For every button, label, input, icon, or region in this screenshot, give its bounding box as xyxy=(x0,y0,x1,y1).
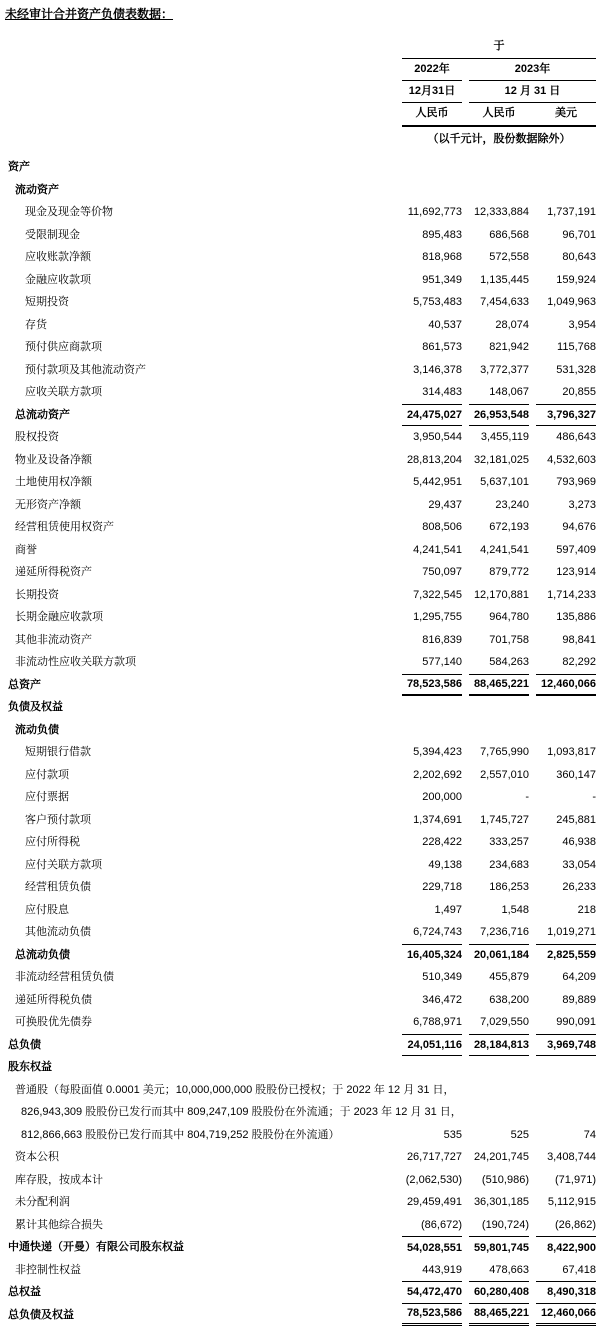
value-2023-usd: 12,460,066 xyxy=(536,674,596,697)
value-2022: 5,753,483 xyxy=(413,296,462,309)
header-date-2022: 12月31日 xyxy=(402,81,462,103)
value-2023-usd: 82,292 xyxy=(562,656,596,669)
table-row xyxy=(0,1124,596,1147)
table-row xyxy=(0,741,596,764)
header-year-row xyxy=(402,59,596,81)
value-2023-rmb: 88,465,221 xyxy=(469,1304,529,1326)
table-row xyxy=(0,989,596,1012)
units-note: （以千元计，股份数据除外） xyxy=(427,133,571,145)
value-2023-rmb: 36,301,185 xyxy=(473,1196,529,1209)
row-label: 累计其他综合损失 xyxy=(15,1218,103,1231)
value-2023-rmb: 4,241,541 xyxy=(480,543,529,556)
value-2022: 11,692,773 xyxy=(407,206,462,219)
value-2023-usd: 3,796,327 xyxy=(536,404,596,427)
row-label: 总负债及权益 xyxy=(8,1308,74,1321)
document-title: 未经审计合并资产负债表数据： xyxy=(5,7,174,21)
value-2023-usd: (26,862) xyxy=(555,1218,596,1231)
value-2023-usd: 3,969,748 xyxy=(536,1034,596,1057)
row-label: 中通快递（开曼）有限公司股东权益 xyxy=(8,1241,184,1253)
row-label: 未分配利润 xyxy=(15,1196,70,1208)
row-label: 商誉 xyxy=(15,543,37,556)
value-2023-rmb: 186,253 xyxy=(489,881,529,894)
value-2022: 5,394,423 xyxy=(413,746,462,759)
row-label: 应付股息 xyxy=(25,903,69,916)
value-2023-rmb: 23,240 xyxy=(495,498,529,511)
row-label: 总流动负债 xyxy=(15,948,70,961)
table-row xyxy=(0,854,596,877)
table-row xyxy=(0,809,596,832)
text-row xyxy=(0,1079,596,1102)
value-2023-usd: 12,460,066 xyxy=(536,1304,596,1326)
value-2023-rmb: 2,557,010 xyxy=(480,768,529,781)
row-label: 股东权益 xyxy=(8,1061,52,1073)
balance-sheet-table xyxy=(0,156,600,1326)
header-column-gap xyxy=(462,103,469,125)
total-row xyxy=(0,1281,596,1304)
row-label: 金融应收款项 xyxy=(25,273,91,286)
value-2022: 5,442,951 xyxy=(413,476,462,489)
value-2023-rmb: 525 xyxy=(510,1128,529,1141)
section-header-row xyxy=(0,179,596,202)
value-2022: 29,459,491 xyxy=(406,1196,462,1209)
row-label: 可换股优先债券 xyxy=(15,1016,92,1028)
table-row xyxy=(0,359,596,382)
value-2023-usd: 123,914 xyxy=(556,566,596,579)
total-row xyxy=(0,944,596,967)
value-2023-usd: 990,091 xyxy=(556,1016,596,1029)
value-2022: 895,483 xyxy=(422,228,462,241)
value-2023-usd: 33,054 xyxy=(562,858,596,871)
row-label: 递延所得税资产 xyxy=(15,566,92,578)
value-2022: 3,950,544 xyxy=(413,431,462,444)
row-label: 客户预付款项 xyxy=(25,813,91,826)
value-2022: 951,349 xyxy=(422,273,462,286)
value-2023-usd: 1,093,817 xyxy=(547,746,596,759)
value-2023-usd: - xyxy=(592,791,596,804)
value-2023-usd: 2,825,559 xyxy=(536,944,596,967)
value-2022: 40,537 xyxy=(428,318,462,331)
value-2022: 510,349 xyxy=(422,971,462,984)
row-label: 应付所得税 xyxy=(25,836,80,848)
row-label: 总资产 xyxy=(8,678,41,691)
header-currency-rmb-2022: 人民币 xyxy=(415,107,449,119)
value-2022: 24,051,116 xyxy=(402,1034,462,1057)
value-2023-usd: 74 xyxy=(583,1128,596,1141)
value-2023-usd: 1,737,191 xyxy=(547,206,596,219)
value-2023-usd: 793,969 xyxy=(556,476,596,489)
value-2023-rmb: 879,772 xyxy=(489,566,529,579)
value-2023-rmb: 672,193 xyxy=(489,521,529,534)
header-currency-row xyxy=(402,103,596,127)
row-label: 受限制现金 xyxy=(25,228,80,241)
header-column-gap xyxy=(529,103,536,125)
row-label: 库存股，按成本计 xyxy=(15,1173,103,1186)
row-label: 总负债 xyxy=(8,1038,41,1051)
total-row xyxy=(0,1304,596,1326)
table-row xyxy=(0,336,596,359)
value-2023-rmb: 478,663 xyxy=(489,1263,529,1276)
table-row xyxy=(0,1191,596,1214)
value-2023-rmb: (190,724) xyxy=(481,1218,529,1231)
row-label: 应收账款净额 xyxy=(25,251,91,263)
value-2022: 1,497 xyxy=(434,903,462,916)
value-2022: 443,919 xyxy=(422,1263,462,1276)
value-2023-rmb: 28,074 xyxy=(495,318,529,331)
table-row xyxy=(0,921,596,944)
value-2023-usd: 8,490,318 xyxy=(536,1281,596,1304)
value-2022: 49,138 xyxy=(428,858,462,871)
table-row xyxy=(0,314,596,337)
value-2023-rmb: (510,986) xyxy=(481,1173,529,1186)
value-2022: 816,839 xyxy=(422,633,462,646)
table-row xyxy=(0,1146,596,1169)
row-label: 非流动性应收关联方款项 xyxy=(15,656,136,668)
value-2023-usd: 80,643 xyxy=(562,251,596,264)
value-2023-usd: 360,147 xyxy=(556,768,596,781)
value-2023-usd: 89,889 xyxy=(562,993,596,1006)
row-label: 826,943,309 股股份已发行而其中 809,247,109 股股份在外流通；于 2023 年 12 月 31 日， xyxy=(21,1106,462,1118)
row-label: 非流动经营租赁负债 xyxy=(15,971,114,983)
row-label: 长期投资 xyxy=(15,588,59,601)
header-as-of: 于 xyxy=(402,36,596,59)
section-header-row xyxy=(0,696,596,719)
value-2023-usd: 597,409 xyxy=(556,543,596,556)
value-2022: 6,788,971 xyxy=(413,1016,462,1029)
section-header-row xyxy=(0,719,596,742)
value-2023-rmb: 455,879 xyxy=(489,971,529,984)
row-label: 股权投资 xyxy=(15,431,59,443)
value-2023-usd: 98,841 xyxy=(562,633,596,646)
table-row xyxy=(0,764,596,787)
value-2022: 1,374,691 xyxy=(413,813,462,826)
table-row xyxy=(0,786,596,809)
table-row xyxy=(0,561,596,584)
row-label: 短期银行借款 xyxy=(25,746,91,758)
value-2023-usd: 5,112,915 xyxy=(547,1196,596,1209)
row-label: 流动负债 xyxy=(15,723,59,736)
value-2023-usd: (71,971) xyxy=(555,1173,596,1186)
value-2023-usd: 67,418 xyxy=(562,1263,596,1276)
row-label: 流动资产 xyxy=(15,183,59,196)
value-2023-usd: 46,938 xyxy=(562,836,596,849)
value-2023-rmb: 686,568 xyxy=(489,228,529,241)
value-2023-usd: 3,408,744 xyxy=(547,1151,596,1164)
header-year-2022: 2022年 xyxy=(402,59,462,81)
value-2022: 1,295,755 xyxy=(413,611,462,624)
value-2023-rmb: 638,200 xyxy=(489,993,529,1006)
row-label: 物业及设备净额 xyxy=(15,453,92,466)
value-2022: 78,523,586 xyxy=(402,1304,462,1326)
value-2023-rmb: 20,061,184 xyxy=(469,944,529,967)
value-2023-rmb: 7,765,990 xyxy=(480,746,529,759)
value-2022: 577,140 xyxy=(422,656,462,669)
header-date-2023: 12 月 31 日 xyxy=(469,81,596,103)
table-row xyxy=(0,606,596,629)
value-2023-rmb: - xyxy=(525,791,529,804)
row-label: 预付款项及其他流动资产 xyxy=(25,363,146,376)
value-2022: 2,202,692 xyxy=(413,768,462,781)
row-label: 812,866,663 股股份已发行而其中 804,719,252 股股份在外流通） xyxy=(21,1128,340,1141)
value-2022: 535 xyxy=(443,1128,462,1141)
value-2023-usd: 20,855 xyxy=(562,386,596,399)
value-2023-usd: 1,714,233 xyxy=(547,588,596,601)
value-2023-rmb: 821,942 xyxy=(489,341,529,354)
table-row xyxy=(0,1259,596,1282)
row-label: 其他非流动资产 xyxy=(15,633,92,646)
value-2022: 24,475,027 xyxy=(402,404,462,427)
table-row xyxy=(0,246,596,269)
value-2022: 16,405,324 xyxy=(402,944,462,967)
table-row xyxy=(0,966,596,989)
header-column-gap xyxy=(462,59,469,81)
row-label: 应收关联方款项 xyxy=(25,386,102,398)
value-2022: 7,322,545 xyxy=(413,588,462,601)
total-row xyxy=(0,1034,596,1057)
table-row xyxy=(0,1169,596,1192)
section-header-row xyxy=(0,156,596,179)
value-2023-usd: 135,886 xyxy=(556,611,596,624)
value-2023-rmb: 59,801,745 xyxy=(469,1236,529,1259)
value-2023-usd: 4,532,603 xyxy=(547,453,596,466)
value-2023-usd: 94,676 xyxy=(562,521,596,534)
row-label: 其他流动负债 xyxy=(25,926,91,938)
value-2023-rmb: 5,637,101 xyxy=(480,476,529,489)
row-label: 短期投资 xyxy=(25,296,69,308)
table-row xyxy=(0,201,596,224)
value-2023-rmb: 32,181,025 xyxy=(473,453,529,466)
value-2023-usd: 531,328 xyxy=(556,363,596,376)
value-2023-usd: 3,954 xyxy=(568,318,596,331)
row-label: 现金及现金等价物 xyxy=(25,206,113,218)
value-2022: 750,097 xyxy=(422,566,462,579)
value-2022: (2,062,530) xyxy=(405,1173,462,1186)
row-label: 土地使用权净额 xyxy=(15,476,92,488)
row-label: 非控制性权益 xyxy=(15,1263,81,1276)
header-column-gap xyxy=(462,81,469,103)
value-2022: 346,472 xyxy=(422,993,462,1006)
value-2023-usd: 26,233 xyxy=(562,881,596,894)
table-row xyxy=(0,269,596,292)
table-row xyxy=(0,1011,596,1034)
value-2022: 200,000 xyxy=(422,791,462,804)
table-row xyxy=(0,899,596,922)
value-2023-rmb: 3,455,119 xyxy=(480,431,529,444)
value-2022: 29,437 xyxy=(428,498,462,511)
row-label: 应付关联方款项 xyxy=(25,858,102,871)
value-2022: 26,717,727 xyxy=(406,1151,462,1164)
header-currency-rmb-2023: 人民币 xyxy=(482,107,516,119)
value-2022: (86,672) xyxy=(421,1218,462,1231)
value-2023-rmb: 584,263 xyxy=(489,656,529,669)
value-2022: 3,146,378 xyxy=(413,363,462,376)
row-label: 应付款项 xyxy=(25,768,69,781)
row-label: 递延所得税负债 xyxy=(15,993,92,1006)
table-row xyxy=(0,449,596,472)
row-label: 负债及权益 xyxy=(8,701,63,713)
table-row xyxy=(0,291,596,314)
value-2023-rmb: 1,135,445 xyxy=(480,273,529,286)
value-2022: 808,506 xyxy=(422,521,462,534)
table-row xyxy=(0,224,596,247)
value-2023-rmb: 572,558 xyxy=(489,251,529,264)
header-currency-usd-2023: 美元 xyxy=(555,107,577,119)
value-2023-rmb: 701,758 xyxy=(489,633,529,646)
header-date-row xyxy=(402,81,596,103)
table-header xyxy=(402,36,596,151)
value-2022: 229,718 xyxy=(422,881,462,894)
value-2023-usd: 159,924 xyxy=(556,273,596,286)
value-2023-rmb: 60,280,408 xyxy=(469,1281,529,1304)
value-2023-usd: 1,019,271 xyxy=(547,926,596,939)
value-2023-rmb: 12,333,884 xyxy=(473,206,529,219)
total-row xyxy=(0,674,596,697)
table-row xyxy=(0,1214,596,1237)
row-label: 经营租赁使用权资产 xyxy=(15,521,114,533)
table-row xyxy=(0,516,596,539)
table-row xyxy=(0,876,596,899)
value-2023-rmb: 1,548 xyxy=(501,903,529,916)
row-label: 存货 xyxy=(25,318,47,331)
value-2023-usd: 3,273 xyxy=(568,498,596,511)
value-2022: 54,472,470 xyxy=(402,1281,462,1304)
header-year-2023: 2023年 xyxy=(469,59,596,81)
value-2023-usd: 218 xyxy=(577,903,596,916)
total-row xyxy=(0,1236,596,1259)
value-2022: 228,422 xyxy=(422,836,462,849)
row-label: 资产 xyxy=(8,161,30,173)
row-label: 应付票据 xyxy=(25,791,69,803)
value-2023-rmb: 1,745,727 xyxy=(480,813,529,826)
table-row xyxy=(0,494,596,517)
value-2023-rmb: 28,184,813 xyxy=(469,1034,529,1057)
row-label: 总流动资产 xyxy=(15,408,70,421)
row-label: 资本公积 xyxy=(15,1151,59,1163)
value-2023-rmb: 3,772,377 xyxy=(480,363,529,376)
value-2023-rmb: 7,454,633 xyxy=(480,296,529,309)
value-2023-rmb: 12,170,881 xyxy=(473,588,529,601)
value-2022: 818,968 xyxy=(422,251,462,264)
value-2023-usd: 96,701 xyxy=(562,228,596,241)
value-2022: 78,523,586 xyxy=(402,674,462,697)
value-2023-rmb: 234,683 xyxy=(489,858,529,871)
value-2023-rmb: 7,236,716 xyxy=(480,926,529,939)
table-row xyxy=(0,584,596,607)
row-label: 预付供应商款项 xyxy=(25,341,102,353)
text-row xyxy=(0,1101,596,1124)
value-2023-rmb: 148,067 xyxy=(489,386,529,399)
value-2023-rmb: 7,029,550 xyxy=(480,1016,529,1029)
row-label: 经营租赁负债 xyxy=(25,881,91,893)
value-2022: 314,483 xyxy=(422,386,462,399)
value-2023-usd: 8,422,900 xyxy=(536,1236,596,1259)
table-row xyxy=(0,539,596,562)
value-2023-rmb: 964,780 xyxy=(489,611,529,624)
value-2022: 4,241,541 xyxy=(413,543,462,556)
table-row xyxy=(0,831,596,854)
table-row xyxy=(0,629,596,652)
table-row xyxy=(0,471,596,494)
value-2023-rmb: 26,953,548 xyxy=(469,404,529,427)
value-2022: 6,724,743 xyxy=(413,926,462,939)
section-header-row xyxy=(0,1056,596,1079)
table-row xyxy=(0,381,596,404)
value-2023-rmb: 333,257 xyxy=(489,836,529,849)
value-2023-usd: 1,049,963 xyxy=(547,296,596,309)
row-label: 总权益 xyxy=(8,1286,41,1298)
row-label: 无形资产净额 xyxy=(15,498,81,511)
table-row xyxy=(0,651,596,674)
value-2023-usd: 64,209 xyxy=(562,971,596,984)
value-2023-usd: 115,768 xyxy=(557,341,596,354)
value-2023-usd: 486,643 xyxy=(556,431,596,444)
value-2023-usd: 245,881 xyxy=(556,813,596,826)
value-2022: 861,573 xyxy=(422,341,462,354)
row-label: 普通股（每股面值 0.0001 美元；10,000,000,000 股股份已授权；于 2022 年 12 月 31 日， xyxy=(15,1083,455,1096)
total-row xyxy=(0,404,596,427)
table-row xyxy=(0,426,596,449)
value-2023-rmb: 88,465,221 xyxy=(469,674,529,697)
value-2022: 28,813,204 xyxy=(406,453,462,466)
row-label: 长期金融应收款项 xyxy=(15,611,103,623)
value-2023-rmb: 24,201,745 xyxy=(473,1151,529,1164)
value-2022: 54,028,551 xyxy=(402,1236,462,1259)
